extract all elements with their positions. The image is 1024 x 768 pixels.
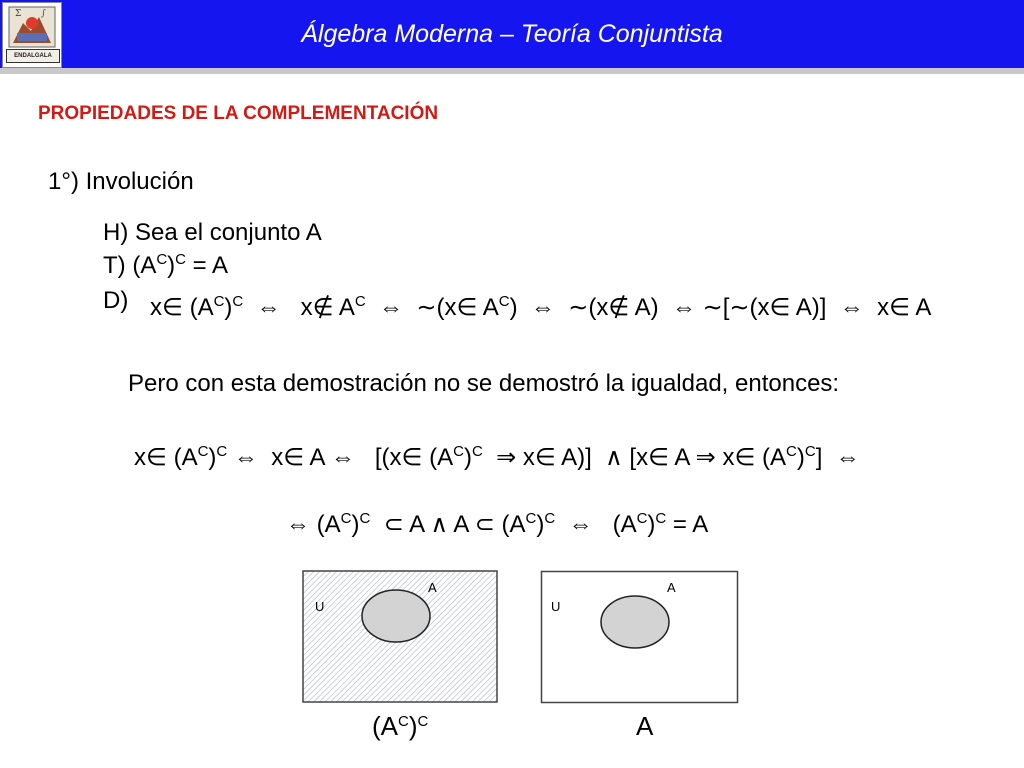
property-title: 1°) Involución [48, 168, 194, 195]
caption-complement-complement: $(A^C)^C$ [372, 711, 429, 741]
caption-a: A [636, 711, 654, 741]
thesis-prefix: T) [103, 252, 126, 279]
header-bar [0, 0, 1024, 74]
equivalence-formula: x∈ $(A^C)^C$ ⇔ x∈ A ⇔ [(x∈ $(A^C)^C$ ⇒ x∈ A)] ∧ [x∈ A ⇒ x∈ $(A^C)^C$] ⇔ [134, 443, 860, 471]
svg-text:Σ: Σ [15, 9, 22, 19]
set-a-ellipse [601, 596, 669, 648]
venn-diagram-a [540, 570, 740, 707]
demo-prefix: D) [103, 287, 129, 314]
section-title: PROPIEDADES DE LA COMPLEMENTACIÓN [38, 103, 439, 124]
logo-banner: ENDALGALA [6, 49, 60, 63]
thesis-line: T) $(A^C)^C = A$ [103, 251, 229, 279]
universe-label-right: U [551, 599, 561, 614]
set-label-left: A [428, 580, 437, 595]
set-a-ellipse [362, 590, 430, 642]
svg-text:∫: ∫ [41, 9, 46, 19]
demo-formula: x∈ $(A^C)^C$ ⇔ x∉ $A^C$ ⇔ ∼(x∈ $A^C$) ⇔ ∼(x∉ A) ⇔ ∼[∼(x∈ A)] ⇔ x∈ A [150, 293, 932, 321]
universe-label-left: U [315, 599, 325, 614]
remark-text: Pero con esta demostración no se demostró la igualdad, entonces: [128, 370, 840, 397]
conclusion-formula: ⇔ $(A^C)^C$ ⊂ A ∧ A ⊂ $(A^C)^C$ ⇔ $(A^C)^C = A$ [286, 510, 709, 538]
hypothesis-line: H) Sea el conjunto A [103, 219, 322, 246]
header-title: Álgebra Moderna – Teoría Conjuntista [301, 20, 723, 48]
venn-diagram-complement-complement [300, 568, 500, 705]
set-label-right: A [667, 580, 676, 595]
